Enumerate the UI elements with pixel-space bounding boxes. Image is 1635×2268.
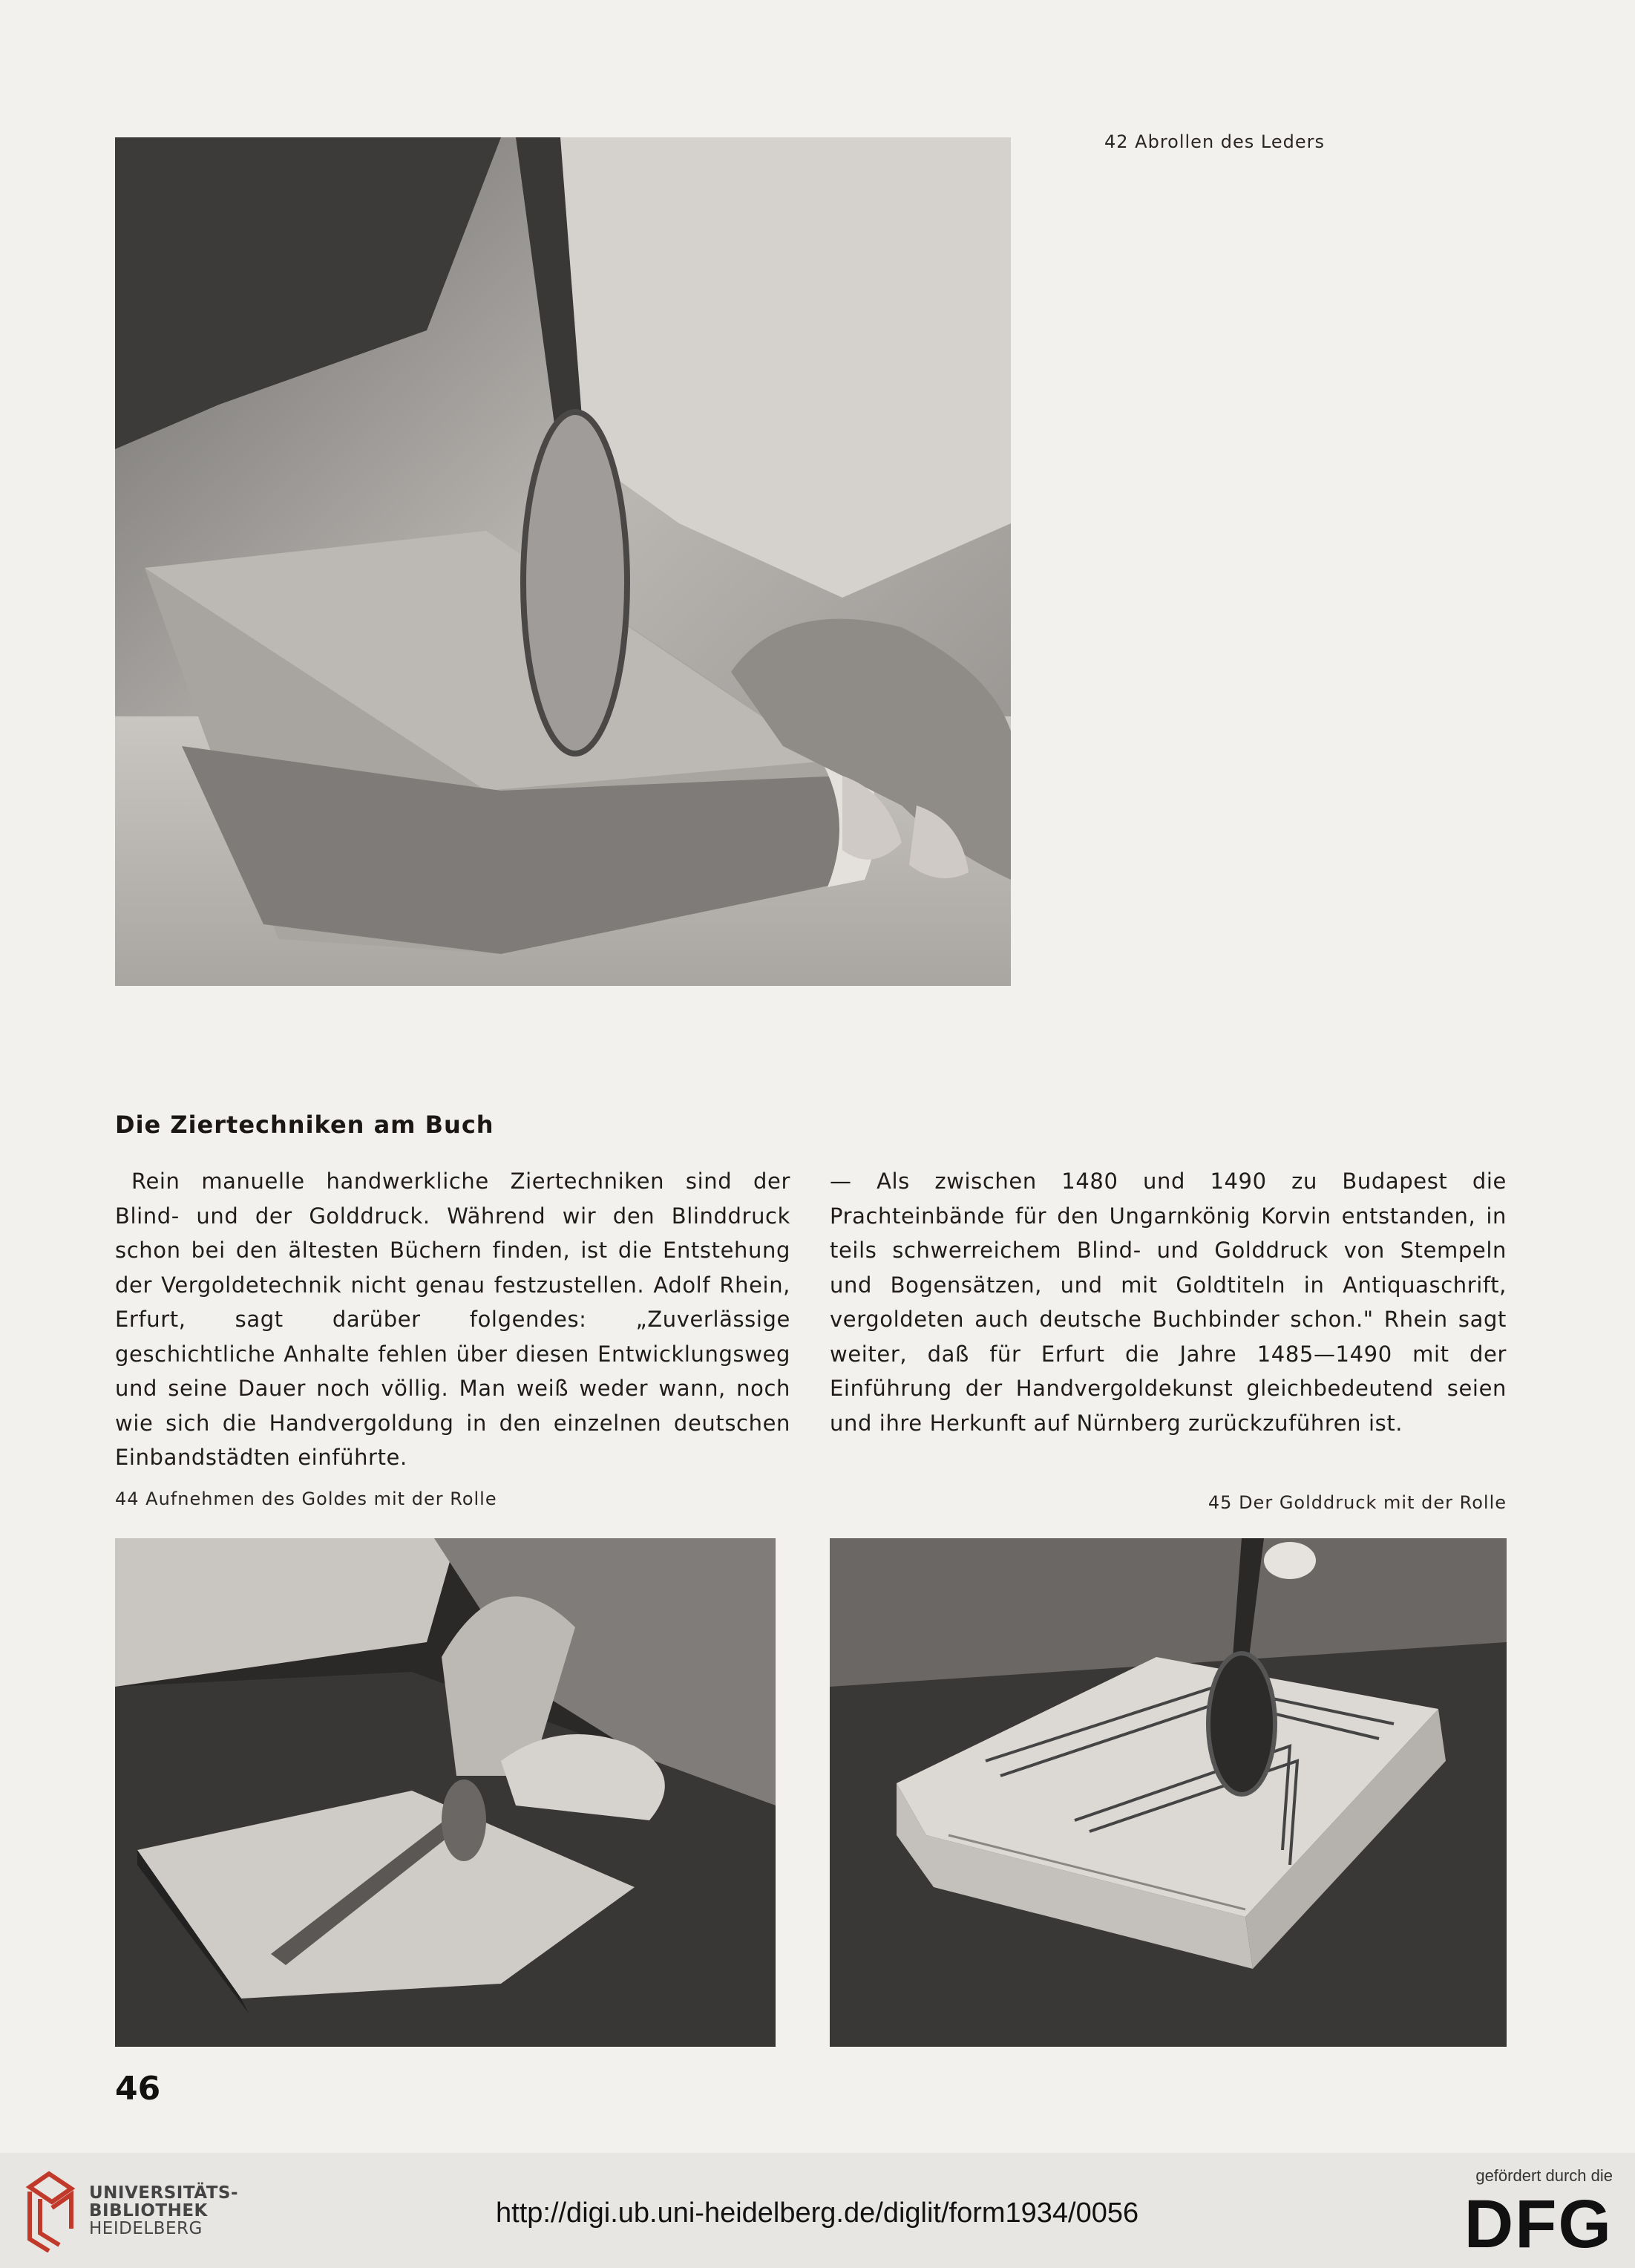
photo-gold-tooling-roll bbox=[830, 1538, 1507, 2047]
library-line-2: BIBLIOTHEK bbox=[89, 2201, 208, 2220]
page-number: 46 bbox=[115, 2070, 161, 2108]
article-right-text: — Als zwischen 1480 und 1490 zu Budapest die Prachteinbände für den Ungarnkönig Korvin entstanden, in teils schwerreichem Blind- und Golddruck von Stempeln und Bogensätzen, und mit Goldtiteln in Antiquaschrift, vergoldeten auch deutsche Buchbinder schon." Rhein sagt weiter, daß für Erfurt die Jahre 1485—1490 mit der Einführung der Handvergoldekunst gleichbedeutend seien und ihre Herkunft auf Nürnberg zurückzuführen ist. bbox=[830, 1169, 1507, 1436]
photo-42-image bbox=[115, 137, 1011, 986]
dfg-logo: DFG bbox=[1464, 2186, 1613, 2262]
library-line-3: HEIDELBERG bbox=[89, 2219, 203, 2238]
photo-picking-up-gold bbox=[115, 1538, 776, 2047]
caption-photo-45: 45 Der Golddruck mit der Rolle bbox=[1208, 1492, 1507, 1513]
funded-by-label: gefördert durch die bbox=[1475, 2166, 1613, 2185]
document-url-link[interactable]: http://digi.ub.uni-heidelberg.de/diglit/form1934/0056 bbox=[496, 2197, 1139, 2229]
library-name bbox=[89, 2184, 238, 2238]
section-heading: Die Ziertechniken am Buch bbox=[115, 1111, 494, 1139]
photo-44-image bbox=[115, 1538, 776, 2047]
caption-photo-42: 42 Abrollen des Leders bbox=[1104, 131, 1326, 152]
caption-photo-44: 44 Aufnehmen des Goldes mit der Rolle bbox=[115, 1488, 497, 1509]
photo-45-image bbox=[830, 1538, 1507, 2047]
footer-bar bbox=[0, 2153, 1635, 2268]
article-left-column bbox=[115, 1164, 790, 1475]
photo-rolling-leather bbox=[115, 137, 1011, 986]
article-left-text: Rein manuelle handwerkliche Ziertechniken sind der Blind- und der Golddruck. Während wir den Blinddruck schon bei den ältesten Büchern finden, ist die Entstehung der Vergoldetechnik nicht genau festzustellen. Adolf Rhein, Erfurt, sagt darüber folgendes: „Zuverlässige geschichtliche Anhalte fehlen über diesen Entwicklungsweg und seine Dauer noch völlig. Man weiß weder wann, noch wie sich die Handvergoldung in den einzelnen deutschen Einbandstädten einführte. bbox=[115, 1169, 790, 1470]
article-right-column bbox=[830, 1164, 1507, 1440]
ub-heidelberg-logo-icon bbox=[22, 2169, 76, 2252]
library-line-1: UNIVERSITÄTS- bbox=[89, 2183, 239, 2203]
